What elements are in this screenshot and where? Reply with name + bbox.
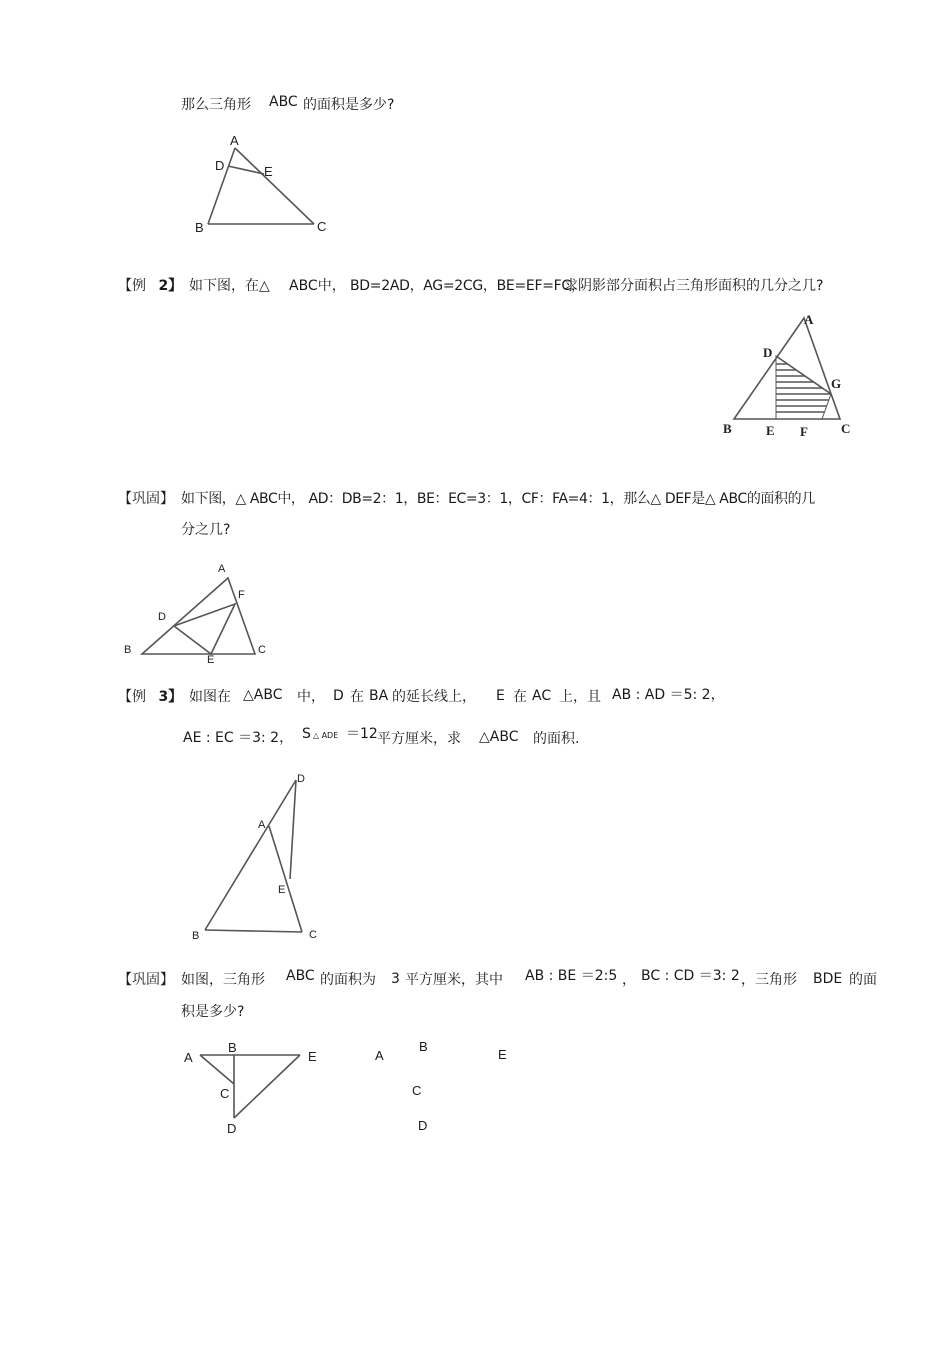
gg2-line1-b: ABC — [286, 968, 315, 984]
fig2-label-d: D — [763, 345, 773, 360]
fig1-label-a: A — [230, 133, 239, 148]
fig3-label-a: A — [218, 563, 226, 575]
ex2-tag-num: 2】 — [158, 278, 183, 294]
fig1-edge-ac — [235, 148, 314, 224]
fig4-label-c: C — [309, 929, 317, 941]
gg2-line1-d: 3 — [391, 971, 400, 987]
fig2-label-e: E — [766, 423, 775, 438]
gg2-line1-i: ，三角形 — [741, 972, 797, 988]
ex3-line1-g: 的延长线上， — [392, 689, 476, 705]
gg1-tag: 【巩固】 — [118, 491, 174, 507]
gg2-line1-k: 的面 — [849, 972, 877, 988]
gg2-line1-h: BC : CD ＝3: 2 — [641, 968, 740, 984]
ex3-area-sub: △ ADE — [312, 731, 339, 740]
ex3-line1-a: 如图在 — [189, 689, 231, 705]
ex2-tag — [118, 279, 182, 293]
ex3-line1-h: E — [496, 688, 505, 704]
ex3-line2-c: 平方厘米，求 — [377, 731, 461, 747]
stray-label-a: A — [375, 1048, 384, 1063]
ex3-line1-j: AC — [532, 688, 552, 704]
fig3-label-e: E — [207, 654, 215, 666]
ex2-text-c: BD=2AD，AG=2CG，BE=EF=FC， — [350, 278, 585, 294]
fig1-label-d: D — [215, 158, 225, 173]
fig4-label-d: D — [297, 773, 305, 785]
ex2-text-d: 求阴影部分面积占三角形面积的几分之几? — [564, 278, 824, 294]
ex3-tag — [118, 690, 182, 704]
fig5-segment-ac — [200, 1055, 234, 1084]
fig1-label-e: E — [264, 164, 273, 179]
fig4-label-b: B — [192, 930, 200, 942]
figure-3-triangle-def — [118, 560, 288, 670]
ex2-tag-open: 【例 — [118, 278, 146, 294]
fig2-label-a: A — [804, 312, 814, 327]
ex3-tag-open: 【例 — [118, 689, 146, 705]
fig2-triangle-abc — [734, 318, 840, 419]
stray-label-b: B — [419, 1039, 428, 1054]
ex2-text-b: ABC中， — [289, 278, 346, 294]
ex3-line2-a: AE : EC ＝3: 2， — [183, 730, 294, 746]
fig4-label-a: A — [258, 819, 266, 831]
gg1-line1: 如下图，△ ABC中， AD：DB=2：1，BE：EC=3：1，CF：FA=4：1，那么△ DEF是△ ABC的面积的几 — [181, 491, 815, 507]
figure-1-triangle — [190, 130, 340, 240]
gg2-line1-e: 平方厘米，其中 — [405, 972, 503, 988]
fig1-label-b: B — [195, 220, 204, 235]
fig5-label-c: C — [220, 1086, 230, 1101]
fig2-label-c: C — [841, 421, 851, 436]
intro-abc: ABC — [269, 94, 298, 110]
fig2-label-b: B — [723, 421, 732, 436]
fig2-label-g: G — [831, 376, 842, 391]
ex3-line1-i: 在 — [513, 689, 527, 705]
fig4-line-db — [205, 780, 296, 930]
ex3-line1-f: BA — [369, 688, 389, 704]
stray-label-e: E — [498, 1047, 507, 1062]
fig4-edge-bc — [205, 930, 302, 932]
ex3-line2-b: ＝12 — [346, 726, 378, 742]
gg2-line1-f: AB : BE ＝2:5 — [525, 968, 618, 984]
fig3-label-d: D — [158, 611, 166, 623]
fig3-label-b: B — [124, 644, 132, 656]
ex3-line2-d: △ABC — [479, 729, 519, 745]
intro-text: 那么三角形 — [181, 97, 251, 113]
fig4-segment-de — [290, 780, 296, 879]
ex3-line2-e: 的面积. — [533, 731, 580, 747]
figure-4-extended-triangle — [185, 768, 335, 948]
fig5-label-d: D — [227, 1121, 237, 1136]
gg2-line1-a: 如图，三角形 — [181, 972, 265, 988]
fig4-label-e: E — [278, 884, 286, 896]
ex3-tag-num: 3】 — [158, 689, 183, 705]
ex3-area-s: S — [302, 726, 311, 742]
stray-label-d: D — [418, 1118, 428, 1133]
figure-2-shaded-triangle — [718, 306, 868, 446]
fig5-label-b: B — [228, 1040, 237, 1055]
ex3-line1-d: D — [333, 688, 344, 704]
figure-5-right-triangle — [178, 1036, 338, 1141]
gg1-line2: 分之几? — [181, 522, 231, 538]
gg2-line1-g: ， — [622, 972, 636, 988]
gg2-line2: 积是多少? — [181, 1004, 245, 1020]
intro-text-b: 的面积是多少? — [303, 97, 395, 113]
ex3-line1-e: 在 — [350, 689, 364, 705]
ex3-line1-c: 中， — [297, 689, 325, 705]
ex2-text-a: 如下图，在△ — [189, 278, 270, 294]
gg2-line1-j: BDE — [813, 971, 843, 987]
fig5-label-a: A — [184, 1050, 193, 1065]
gg2-line1-c: 的面积为 — [320, 972, 376, 988]
ex3-line1-b: △ABC — [243, 687, 283, 703]
ex3-area-symbol — [302, 727, 338, 741]
fig3-label-c: C — [258, 644, 266, 656]
fig5-label-e: E — [308, 1049, 317, 1064]
fig5-segment-ed — [234, 1055, 300, 1118]
stray-label-c: C — [412, 1083, 422, 1098]
gg2-tag: 【巩固】 — [118, 972, 174, 988]
ex3-line1-l: AB : AD ＝5: 2， — [612, 687, 725, 703]
fig1-label-c: C — [317, 219, 327, 234]
fig3-triangle-def — [174, 604, 235, 654]
fig2-label-f: F — [800, 424, 808, 439]
ex3-line1-k: 上，且 — [559, 689, 601, 705]
fig4-edge-ac — [269, 826, 302, 932]
fig3-label-f: F — [238, 589, 245, 601]
